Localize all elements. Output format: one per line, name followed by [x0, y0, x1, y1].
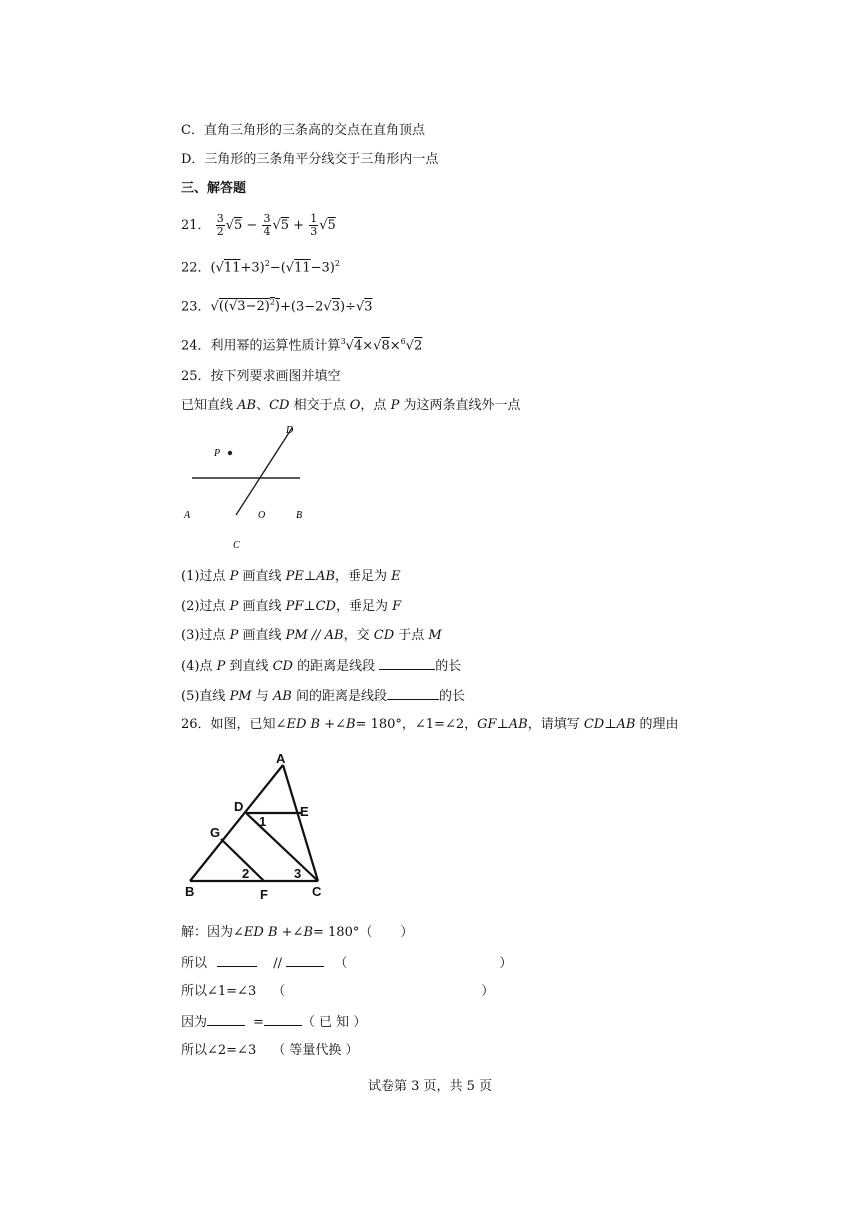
- answer-blank[interactable]: [217, 954, 257, 967]
- question-25-given: 已知直线 AB、CD 相交于点 O，点 P 为这两条直线外一点: [181, 398, 521, 413]
- question-22: 22．$(√11+3)^2-(√11-3)^2$: [181, 259, 340, 276]
- question-number: 21．: [181, 218, 211, 233]
- question-25-step-5: (5)直线 PM 与 AB 间的距离是线段 的长: [181, 689, 465, 704]
- fraction: $\frac{3}{2}$: [216, 212, 224, 238]
- label-p: P: [214, 448, 221, 459]
- question-24: 24．利用幂的运算性质计算$^3$√4×√8×$^6$√2: [181, 337, 423, 354]
- triangle-figure: [180, 750, 340, 905]
- label-e: E: [300, 804, 309, 819]
- label-d: D: [234, 799, 244, 814]
- label-f: F: [260, 887, 268, 902]
- label-c: C: [233, 540, 240, 551]
- label-angle-1: 1: [259, 814, 267, 829]
- page-footer: 试卷第 3 页，共 5 页: [367, 1079, 493, 1094]
- line-cd: [236, 428, 292, 515]
- section-title: 三、解答题: [181, 181, 247, 196]
- solution-line-1: 解：因为∠ED B +∠B= 180°（ ）: [181, 925, 414, 940]
- solution-line-4: 因为 = （ 已 知 ）: [181, 1015, 367, 1030]
- question-25-step-3: (3)过点 P 画直线 PM // AB，交 CD 于点 M: [181, 628, 442, 643]
- label-o: O: [258, 510, 266, 521]
- question-21: 21． $\frac{3}{2}$ √5 − $\frac{3}{4}$ √5 + $\frac{1}{3}$ √5: [181, 212, 336, 238]
- answer-blank[interactable]: [264, 1013, 302, 1026]
- segment-ab: [190, 765, 283, 881]
- label-a: A: [276, 751, 286, 766]
- label-b: B: [185, 884, 195, 899]
- label-angle-3: 3: [294, 866, 302, 881]
- answer-blank[interactable]: [379, 657, 435, 670]
- label-c: C: [312, 884, 322, 899]
- question-26: 26．如图，已知∠ED B +∠B= 180°，∠1=∠2，GF⊥AB，请填写 CD⊥AB 的理由: [181, 717, 679, 732]
- question-25: 25．按下列要求画图并填空: [181, 369, 341, 384]
- option-d: D．三角形的三条角平分线交于三角形内一点: [181, 152, 439, 167]
- label-a: A: [184, 510, 191, 521]
- option-c: C．直角三角形的三条高的交点在直角顶点: [181, 123, 425, 138]
- question-23: 23．$√((√3-2)^2)+(3-2√3)\div√3$: [181, 298, 373, 315]
- lines-figure: [176, 420, 336, 560]
- answer-blank[interactable]: [207, 1013, 245, 1026]
- label-angle-2: 2: [242, 866, 250, 881]
- answer-blank[interactable]: [286, 954, 324, 967]
- label-b: B: [296, 510, 303, 521]
- question-25-step-1: (1)过点 P 画直线 PE⊥AB，垂足为 E: [181, 569, 401, 584]
- label-d: D: [286, 425, 294, 436]
- question-25-step-2: (2)过点 P 画直线 PF⊥CD，垂足为 F: [181, 599, 402, 614]
- solution-line-2: 所以 // （ ）: [181, 956, 513, 971]
- question-25-step-4: (4)点 P 到直线 CD 的距离是线段 的长: [181, 659, 462, 674]
- answer-blank[interactable]: [387, 687, 439, 700]
- fraction: $\frac{3}{4}$: [263, 212, 271, 238]
- point-p: [228, 451, 232, 455]
- fraction: $\frac{1}{3}$: [310, 212, 318, 238]
- label-g: G: [210, 825, 221, 840]
- solution-line-5: 所以∠2=∠3 （ 等量代换 ）: [181, 1043, 359, 1058]
- solution-line-3: 所以∠1=∠3 （ ）: [181, 984, 495, 999]
